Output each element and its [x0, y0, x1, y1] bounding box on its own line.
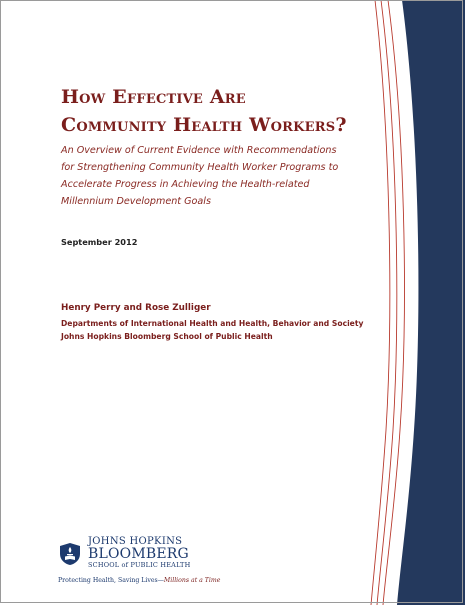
red-curve-2: [377, 0, 397, 605]
navy-band: [397, 0, 465, 605]
logo-wordmark: [88, 536, 190, 570]
title-line-1: How Effective Are: [61, 86, 246, 108]
affiliation-line-2: Johns Hopkins Bloomberg School of Public Health: [61, 331, 273, 341]
title-line-2: Community Health Workers?: [61, 114, 347, 136]
subtitle-line-3: Accelerate Progress in Achieving the Health-related: [61, 179, 310, 190]
authors: Henry Perry and Rose Zulliger: [61, 303, 211, 313]
logo-line-1: JOHNS HOPKINS: [88, 536, 183, 547]
publication-date: September 2012: [61, 237, 138, 247]
subtitle-line-4: Millennium Development Goals: [61, 196, 211, 207]
tagline-emphasis: Millions at a Time: [163, 577, 221, 584]
red-curve-3: [371, 0, 390, 605]
subtitle-line-2: for Strengthening Community Health Worker Programs to: [61, 162, 339, 173]
school-logo: [58, 535, 258, 590]
report-title: [61, 83, 347, 139]
logo-line-2: BLOOMBERG: [88, 546, 189, 562]
logo-tagline: [58, 577, 220, 584]
jhu-seal-icon: [58, 542, 82, 566]
affiliation: [61, 318, 363, 343]
affiliation-line-1: Departments of International Health and Health, Behavior and Society: [61, 319, 364, 328]
logo-line-3: SCHOOL of PUBLIC HEALTH: [88, 561, 191, 569]
subtitle-line-1: An Overview of Current Evidence with Recommendations: [61, 145, 337, 156]
tagline-main: Protecting Health, Saving Lives—: [58, 577, 164, 584]
report-subtitle: [61, 142, 351, 210]
